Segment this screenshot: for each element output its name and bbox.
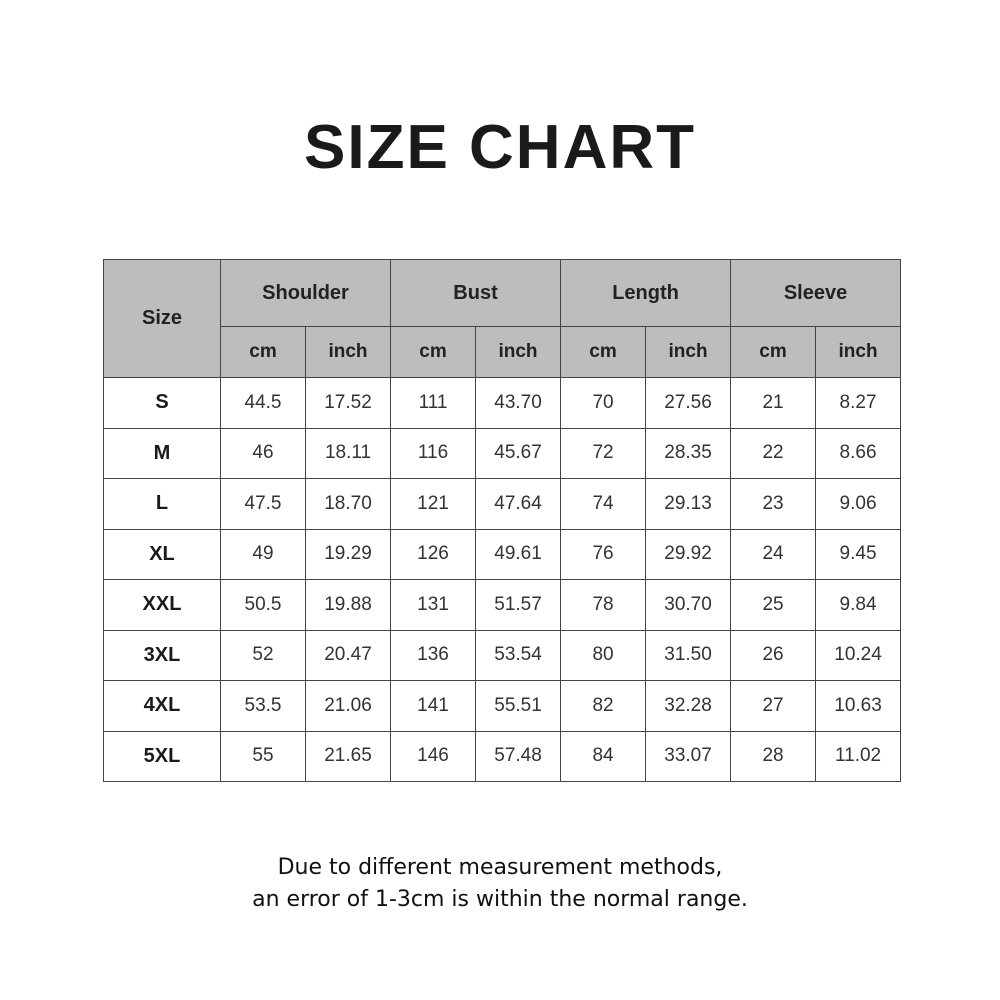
table-cell: 19.88 xyxy=(306,580,391,631)
table-cell: 11.02 xyxy=(816,731,901,782)
table-cell: 22 xyxy=(731,428,816,479)
table-cell: 136 xyxy=(391,630,476,681)
table-cell: 82 xyxy=(561,681,646,732)
table-cell: 23 xyxy=(731,479,816,530)
table-cell: 76 xyxy=(561,529,646,580)
table-cell: 18.11 xyxy=(306,428,391,479)
table-row xyxy=(104,378,901,429)
size-label: 5XL xyxy=(104,731,221,782)
table-cell: 46 xyxy=(221,428,306,479)
table-row xyxy=(104,630,901,681)
table-cell: 49 xyxy=(221,529,306,580)
measurement-note xyxy=(0,852,1000,916)
table-cell: 21.06 xyxy=(306,681,391,732)
table-cell: 55 xyxy=(221,731,306,782)
unit-inch-header: inch xyxy=(816,327,901,378)
table-cell: 27.56 xyxy=(646,378,731,429)
unit-inch-header: inch xyxy=(476,327,561,378)
table-cell: 29.13 xyxy=(646,479,731,530)
unit-inch-header: inch xyxy=(646,327,731,378)
table-cell: 121 xyxy=(391,479,476,530)
table-cell: 10.63 xyxy=(816,681,901,732)
table-cell: 84 xyxy=(561,731,646,782)
table-cell: 24 xyxy=(731,529,816,580)
table-cell: 9.06 xyxy=(816,479,901,530)
unit-cm-header: cm xyxy=(731,327,816,378)
table-cell: 55.51 xyxy=(476,681,561,732)
table-cell: 21.65 xyxy=(306,731,391,782)
table-cell: 44.5 xyxy=(221,378,306,429)
table-cell: 25 xyxy=(731,580,816,631)
table-cell: 43.70 xyxy=(476,378,561,429)
table-cell: 80 xyxy=(561,630,646,681)
table-cell: 53.54 xyxy=(476,630,561,681)
table-cell: 47.5 xyxy=(221,479,306,530)
shoulder-header: Shoulder xyxy=(221,260,391,327)
table-cell: 28.35 xyxy=(646,428,731,479)
table-row xyxy=(104,580,901,631)
table-cell: 52 xyxy=(221,630,306,681)
table-cell: 30.70 xyxy=(646,580,731,631)
table-cell: 111 xyxy=(391,378,476,429)
unit-cm-header: cm xyxy=(391,327,476,378)
table-cell: 126 xyxy=(391,529,476,580)
table-cell: 45.67 xyxy=(476,428,561,479)
size-label: L xyxy=(104,479,221,530)
table-cell: 51.57 xyxy=(476,580,561,631)
size-label: XL xyxy=(104,529,221,580)
table-cell: 9.45 xyxy=(816,529,901,580)
table-cell: 70 xyxy=(561,378,646,429)
table-cell: 10.24 xyxy=(816,630,901,681)
table-cell: 8.27 xyxy=(816,378,901,429)
length-header: Length xyxy=(561,260,731,327)
table-cell: 21 xyxy=(731,378,816,429)
table-cell: 78 xyxy=(561,580,646,631)
header-row-groups xyxy=(104,260,901,327)
table-cell: 18.70 xyxy=(306,479,391,530)
size-label: 3XL xyxy=(104,630,221,681)
table-cell: 50.5 xyxy=(221,580,306,631)
size-column-header: Size xyxy=(104,260,221,378)
unit-cm-header: cm xyxy=(221,327,306,378)
table-cell: 8.66 xyxy=(816,428,901,479)
table-row xyxy=(104,529,901,580)
size-label: XXL xyxy=(104,580,221,631)
table-cell: 28 xyxy=(731,731,816,782)
unit-cm-header: cm xyxy=(561,327,646,378)
sleeve-header: Sleeve xyxy=(731,260,901,327)
table-cell: 26 xyxy=(731,630,816,681)
table-row xyxy=(104,731,901,782)
bust-header: Bust xyxy=(391,260,561,327)
table-cell: 116 xyxy=(391,428,476,479)
table-cell: 29.92 xyxy=(646,529,731,580)
table-cell: 27 xyxy=(731,681,816,732)
table-row xyxy=(104,428,901,479)
table-cell: 17.52 xyxy=(306,378,391,429)
table-cell: 146 xyxy=(391,731,476,782)
size-label: 4XL xyxy=(104,681,221,732)
table-cell: 57.48 xyxy=(476,731,561,782)
table-cell: 74 xyxy=(561,479,646,530)
table-row xyxy=(104,681,901,732)
size-chart-table xyxy=(103,259,901,782)
table-cell: 72 xyxy=(561,428,646,479)
table-cell: 141 xyxy=(391,681,476,732)
table-cell: 47.64 xyxy=(476,479,561,530)
table-cell: 20.47 xyxy=(306,630,391,681)
table-cell: 19.29 xyxy=(306,529,391,580)
header-row-units xyxy=(104,327,901,378)
note-line-1: Due to different measurement methods, xyxy=(277,855,723,880)
table-cell: 33.07 xyxy=(646,731,731,782)
table-cell: 31.50 xyxy=(646,630,731,681)
table-cell: 49.61 xyxy=(476,529,561,580)
size-label: S xyxy=(104,378,221,429)
note-line-2: an error of 1-3cm is within the normal range. xyxy=(252,887,748,912)
table-row xyxy=(104,479,901,530)
table-cell: 9.84 xyxy=(816,580,901,631)
table-cell: 53.5 xyxy=(221,681,306,732)
page-title: SIZE CHART xyxy=(304,113,696,182)
unit-inch-header: inch xyxy=(306,327,391,378)
table-cell: 131 xyxy=(391,580,476,631)
table-cell: 32.28 xyxy=(646,681,731,732)
size-label: M xyxy=(104,428,221,479)
